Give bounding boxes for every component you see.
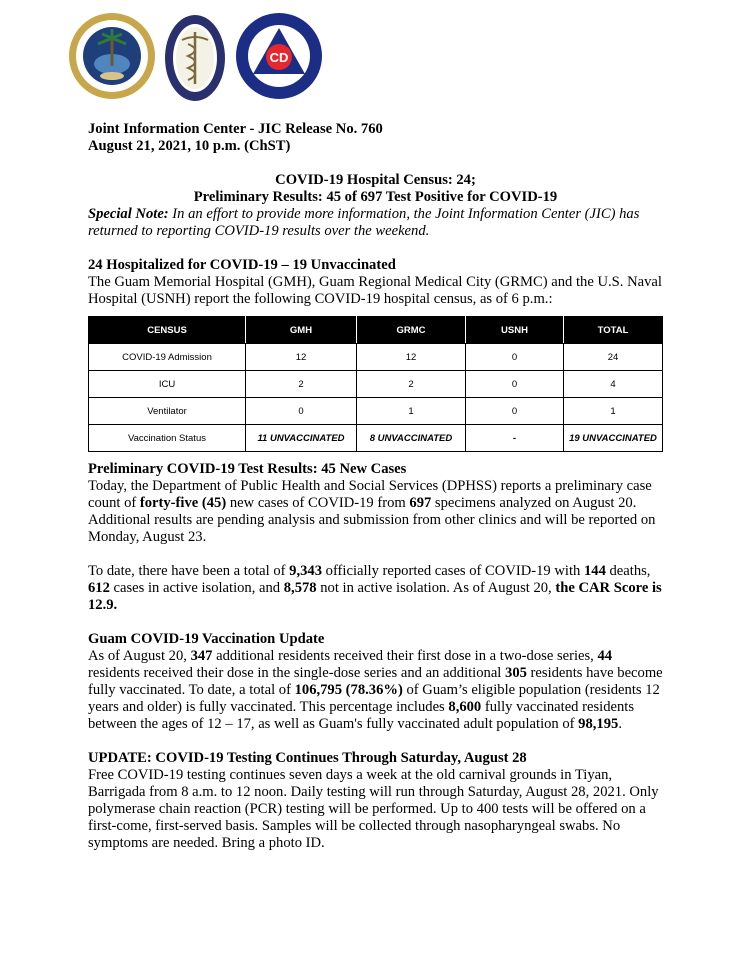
census-table bbox=[88, 316, 663, 452]
hospital-intro: The Guam Memorial Hospital (GMH), Guam Regional Medical City (GRMC) and the U.S. Naval Hospital (USNH) report the following COVID-19 hospital census, as of 6 p.m.: bbox=[88, 274, 662, 307]
table-cell: ICU bbox=[89, 371, 246, 398]
table-cell: 0 bbox=[466, 344, 564, 371]
table-cell: 24 bbox=[564, 344, 663, 371]
public-health-seal-logo bbox=[164, 14, 226, 102]
table-row bbox=[89, 398, 663, 425]
table-cell: - bbox=[466, 425, 564, 452]
test-results-paragraph-1: Today, the Department of Public Health and Social Services (DPHSS) reports a preliminary case count of forty-five (45) new cases of COVID-19 from 697 specimens analyzed on August 20. Additional results are pending analysis and submission from other clinics and will be reported on Monday, August 23. bbox=[88, 478, 656, 545]
special-note-label: Special Note: bbox=[88, 206, 169, 222]
col-grmc: GRMC bbox=[357, 317, 466, 344]
table-row bbox=[89, 371, 663, 398]
col-total: TOTAL bbox=[564, 317, 663, 344]
table-cell: 0 bbox=[246, 398, 357, 425]
table-cell: 1 bbox=[564, 398, 663, 425]
release-number: Joint Information Center - JIC Release No. 760 bbox=[88, 121, 383, 137]
col-gmh: GMH bbox=[246, 317, 357, 344]
table-cell: Vaccination Status bbox=[89, 425, 246, 452]
press-release-body bbox=[88, 121, 663, 852]
headline-line-2: Preliminary Results: 45 of 697 Test Positive for COVID-19 bbox=[193, 189, 558, 205]
civil-defense-seal-logo bbox=[235, 12, 323, 100]
table-cell: Ventilator bbox=[89, 398, 246, 425]
col-usnh: USNH bbox=[466, 317, 564, 344]
svg-text:CD: CD bbox=[269, 50, 289, 65]
table-row bbox=[89, 344, 663, 371]
table-cell: COVID-19 Admission bbox=[89, 344, 246, 371]
table-row bbox=[89, 425, 663, 452]
headline bbox=[88, 172, 663, 206]
census-header-row bbox=[89, 317, 663, 344]
table-cell: 12 bbox=[246, 344, 357, 371]
test-results-paragraph-2: To date, there have been a total of 9,343 officially reported cases of COVID-19 with 144 deaths, 612 cases in active isolation, and 8,578 not in active isolation. As of August 20, the CAR Score is 12.9. bbox=[88, 563, 662, 613]
governors-seal-logo bbox=[68, 12, 156, 100]
table-cell: 2 bbox=[246, 371, 357, 398]
headline-line-1: COVID-19 Hospital Census: 24; bbox=[275, 172, 476, 188]
hospital-section-title: 24 Hospitalized for COVID-19 – 19 Unvaccinated bbox=[88, 257, 396, 273]
table-cell: 11 UNVACCINATED bbox=[246, 425, 357, 452]
release-header bbox=[88, 121, 663, 155]
table-cell: 2 bbox=[357, 371, 466, 398]
table-cell: 8 UNVACCINATED bbox=[357, 425, 466, 452]
testing-update-title: UPDATE: COVID-19 Testing Continues Through Saturday, August 28 bbox=[88, 750, 527, 766]
release-date: August 21, 2021, 10 p.m. (ChST) bbox=[88, 138, 291, 154]
table-cell: 4 bbox=[564, 371, 663, 398]
table-cell: 19 UNVACCINATED bbox=[564, 425, 663, 452]
table-cell: 0 bbox=[466, 398, 564, 425]
table-cell: 0 bbox=[466, 371, 564, 398]
col-census: CENSUS bbox=[89, 317, 246, 344]
special-note-text: In an effort to provide more information, the Joint Information Center (JIC) has returned to reporting COVID-19 results over the weekend. bbox=[88, 206, 640, 239]
table-cell: 12 bbox=[357, 344, 466, 371]
vaccination-paragraph: As of August 20, 347 additional residents received their first dose in a two-dose series, 44 residents received their dose in the single-dose series and an additional 305 residents have become fully vaccinated. To date, a total of 106,795 (78.36%) of Guam’s eligible population (residents 12 years and older) is fully vaccinated. This percentage includes 8,600 fully vaccinated residents between the ages of 12 – 17, as well as Guam's fully vaccinated adult population of 98,195. bbox=[88, 648, 663, 732]
testing-update-paragraph: Free COVID-19 testing continues seven days a week at the old carnival grounds in Tiyan, Barrigada from 8 a.m. to 12 noon. Daily testing will run through Saturday, August 28, 2021. Only polymerase chain reaction (PCR) testing will be performed. Up to 400 tests will be offered on a first-come, first-served basis. Samples will be collected through nasopharyngeal swabs. No symptoms are needed. Bring a photo ID. bbox=[88, 767, 659, 851]
special-note bbox=[88, 206, 663, 240]
vaccination-title: Guam COVID-19 Vaccination Update bbox=[88, 631, 325, 647]
table-cell: 1 bbox=[357, 398, 466, 425]
test-results-title: Preliminary COVID-19 Test Results: 45 New Cases bbox=[88, 461, 407, 477]
